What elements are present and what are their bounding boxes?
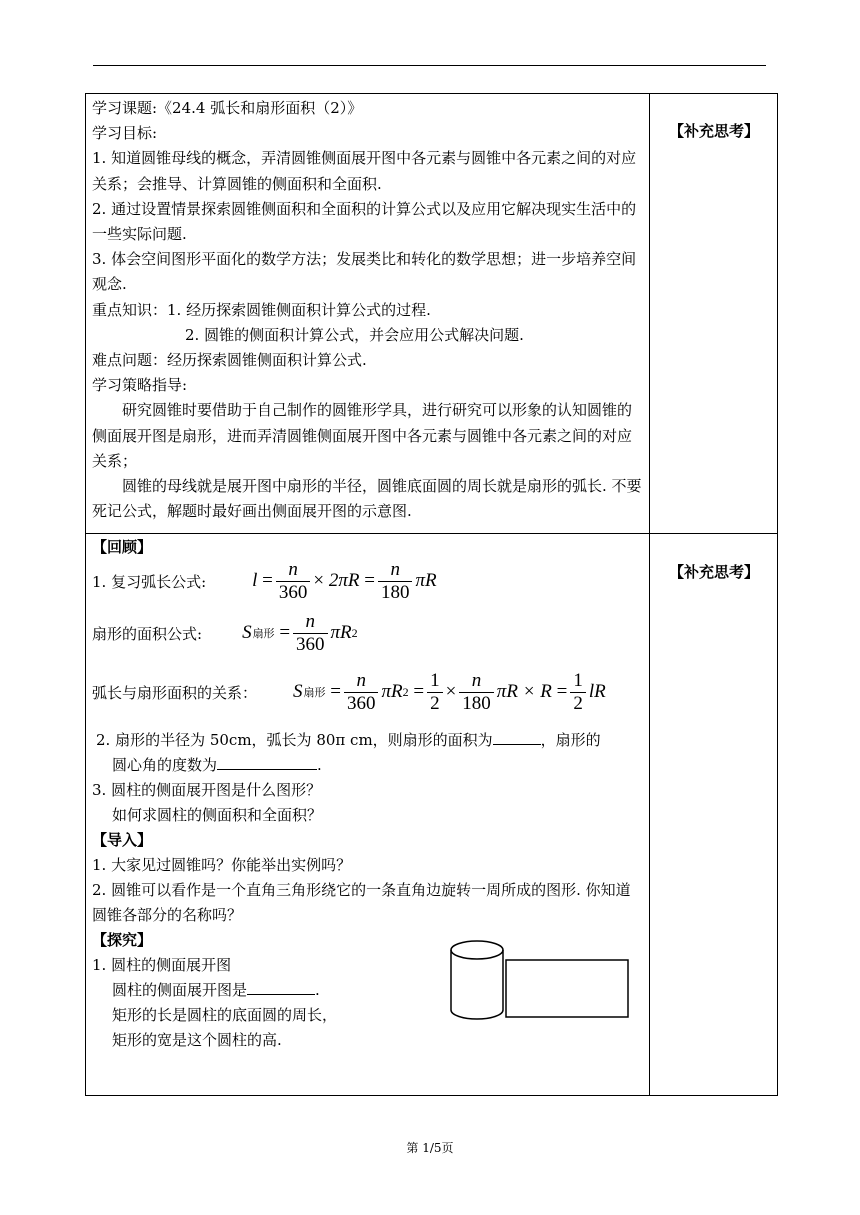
question-2-cont: 圆心角的度数为 . [112,756,322,774]
explore-line-b: 矩形的长是圆柱的底面圆的周长， [112,1006,338,1024]
question-3-cont: 如何求圆柱的侧面积和全面积？ [112,806,323,824]
cylinder-net-figure [444,937,634,1027]
key-label: 重点知识： [92,300,168,319]
question-2: 2. 扇形的半径为 50cm，弧长为 80π cm，则扇形的面积为 ，扇形的 [96,731,601,749]
arc-length-formula: l = $\frac{n}{360}$ × 2πR = $\frac{n}{180}$ πR [252,558,437,603]
explore-item-1: 1. 圆柱的侧面展开图 [92,956,232,974]
page-number: 第 1/5页 [406,1141,454,1155]
arc-length-row [92,558,644,604]
sector-area-label: 扇形的面积公式: [92,624,203,643]
intro-heading: 【导入】 [92,831,153,849]
strategy-para-1: 研究圆锥时要借助于自己制作的圆锥形学具，进行研究可以形象的认知圆锥的侧面展开图是扇形，进而弄清圆锥侧面展开图中各元素与圆锥中各元素之间的对应关系； [92,401,633,470]
relation-formula: S 扇形 = $\frac{n}{360}$ πR 2 = $\frac{1}{2}$ × $\frac{n}{180}$ πR × R = $\frac{1}{2}$ lR [293,669,606,714]
review-heading: 【回顾】 [92,538,153,556]
objectives-cell [92,96,644,524]
question-3: 3. 圆柱的侧面展开图是什么图形？ [92,781,322,799]
rectangle-net [506,960,628,1017]
key-points [92,298,644,323]
goal-2: 2. 通过设置情景探索圆锥侧面积和全面积的计算公式以及应用它解决现实生活中的一些实际问题. [92,199,637,244]
key-item-2: 2. 圆锥的侧面积计算公式，并会应用公式解决问题. [185,325,524,344]
explore-heading: 【探究】 [92,931,153,949]
relation-row [92,662,644,722]
arc-length-label: 1. 复习弧长公式: [92,572,207,591]
difficulty: 难点问题：经历探索圆锥侧面积计算公式. [92,351,367,370]
supplement-label-1: 【补充思考】 [668,122,759,140]
strategy-para-2: 圆锥的母线就是展开图中扇形的半径，圆锥底面圆的周长就是扇形的弧长. 不要死记公式，解题时最好画出侧面展开图的示意图. [92,477,642,521]
cylinder-icon [451,941,503,1019]
goals-title: 学习目标: [92,124,158,143]
key-item-1: 1. 经历探索圆锥侧面积计算公式的过程. [167,300,431,319]
sector-area-formula: S 扇形 = $\frac{n}{360}$ πR 2 [242,610,358,655]
goal-1: 1. 知道圆锥母线的概念，弄清圆锥侧面展开图中各元素与圆锥中各元素之间的对应关系；会推导、计算圆锥的侧面积和全面积. [92,149,637,193]
explore-line-a: 圆柱的侧面展开图是 . [112,981,320,999]
column-divider [649,94,650,1095]
answer-blank-angle [217,754,317,770]
lesson-table [85,93,778,1096]
answer-blank-net [247,979,315,995]
explore-line-c: 矩形的宽是这个圆柱的高. [112,1031,282,1049]
lesson-topic: 学习课题:《24.4 弧长和扇形面积（2）》 [92,99,363,117]
relation-label: 弧长与扇形面积的关系： [92,683,258,702]
answer-blank-area [493,729,541,745]
supplement-label-2: 【补充思考】 [668,563,759,581]
row-divider [86,533,777,534]
header-rule [93,65,766,66]
intro-item-2: 2. 圆锥可以看作是一个直角三角形绕它的一条直角边旋转一周所成的图形. 你知道圆锥各部分的名称吗？ [92,881,631,924]
goal-3: 3. 体会空间图形平面化的数学方法；发展类比和转化的数学思想；进一步培养空间观念. [92,250,637,294]
sector-area-row [92,604,644,662]
strategy-title: 学习策略指导: [92,376,188,395]
intro-item-1: 1. 大家见过圆锥吗？你能举出实例吗？ [92,856,352,874]
